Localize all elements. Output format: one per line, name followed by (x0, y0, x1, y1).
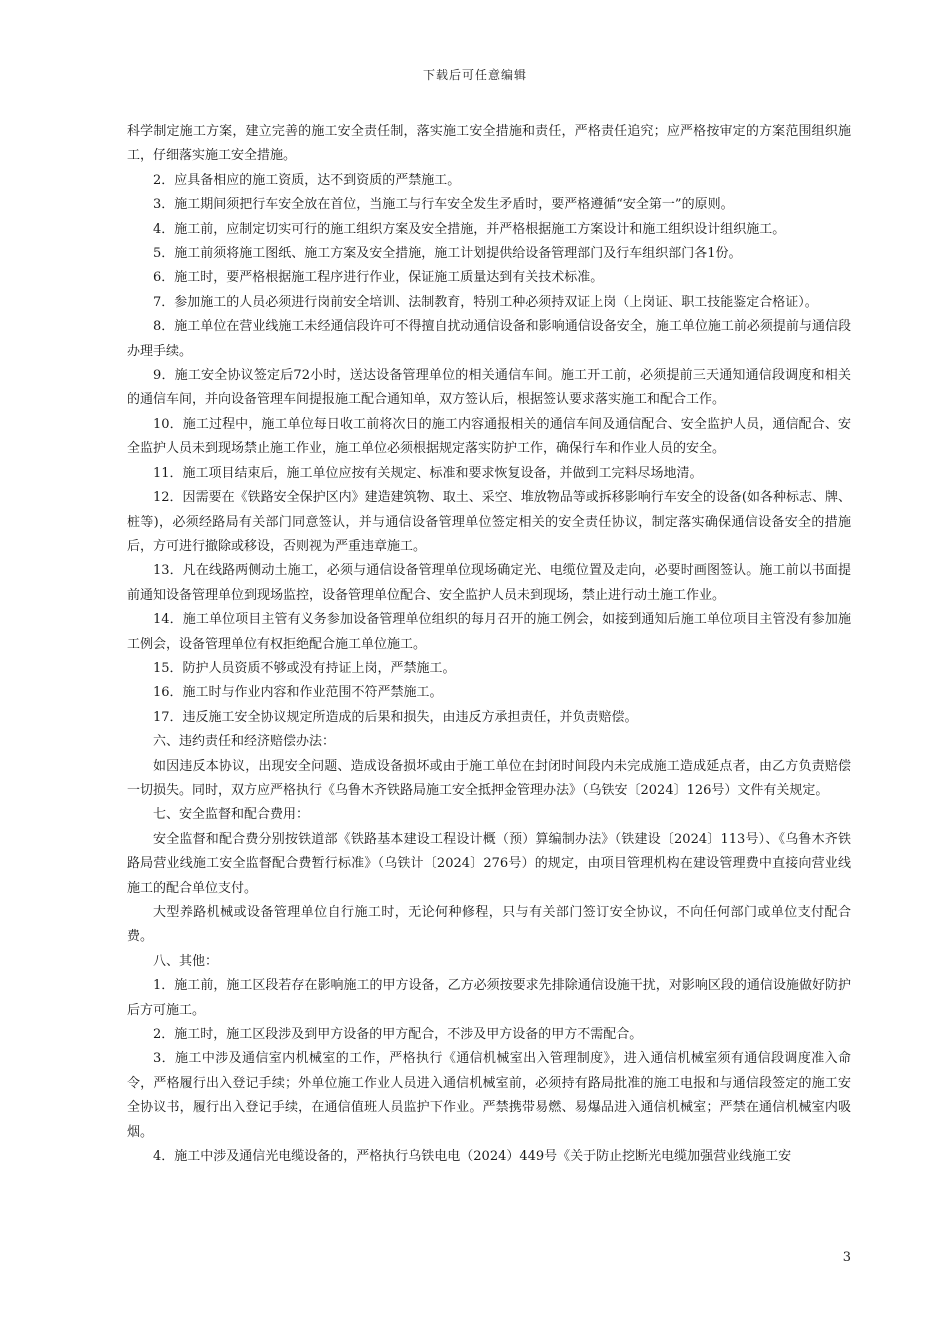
paragraph: 10．施工过程中，施工单位每日收工前将次日的施工内容通报相关的通信车间及通信配合、安全监护人员，通信配合、安全监护人员未到现场禁止施工作业，施工单位必须根据规定落实防护工作，确保行车和作业人员的安全。 (127, 416, 851, 457)
paragraph: 13．凡在线路两侧动土施工，必须与通信设备管理单位现场确定光、电缆位置及走向，必要时画图签认。施工前以书面提前通知设备管理单位到现场监控，设备管理单位配合、安全监护人员未到现场，禁止进行动土施工作业。 (127, 563, 851, 603)
page-header: 下载后可任意编辑 (422, 68, 527, 82)
paragraph: 4．施工中涉及通信光电缆设备的，严格执行乌铁电电（2024）449号《关于防止挖断光电缆加强营业线施工安 (153, 1149, 792, 1165)
paragraph: 安全监督和配合费分别按铁道部《铁路基本建设工程设计概（预）算编制办法》（铁建设〔2024〕113号）、《乌鲁木齐铁路局营业线施工安全监督配合费暂行标准》（乌铁计〔2024〕276号）的规定，由项目管理机构在建设管理费中直接向营业线施工的配合单位支付。 (127, 831, 851, 896)
paragraph: 9．施工安全协议签定后72小时，送达设备管理单位的相关通信车间。施工开工前，必须提前三天通知通信段调度和相关的通信车间，并向设备管理车间提报施工配合通知单，双方签认后，根据签认要求落实施工和配合工作。 (127, 368, 851, 408)
page-number: 3 (842, 1250, 851, 1265)
paragraph: 4．施工前，应制定切实可行的施工组织方案及安全措施，并严格根据施工方案设计和施工组织设计组织施工。 (153, 221, 786, 237)
paragraph: 六、违约责任和经济赔偿办法： (153, 734, 336, 750)
paragraph: 大型养路机械或设备管理单位自行施工时，无论何种修程，只与有关部门签订安全协议，不向任何部门或单位支付配合费。 (127, 905, 851, 945)
paragraph: 14．施工单位项目主管有义务参加设备管理单位组织的每月召开的施工例会，如接到通知后施工单位项目主管没有参加施工例会，设备管理单位有权拒绝配合施工单位施工。 (127, 612, 851, 652)
paragraph: 17．违反施工安全协议规定所造成的后果和损失，由违反方承担责任，并负责赔偿。 (153, 709, 638, 725)
paragraph: 5．施工前须将施工图纸、施工方案及安全措施，施工计划提供给设备管理部门及行车组织部门各1份。 (153, 246, 742, 262)
paragraph: 8．施工单位在营业线施工未经通信段许可不得擅自扰动通信设备和影响通信设备安全，施工单位施工前必须提前与通信段办理手续。 (127, 319, 851, 359)
paragraph: 七、安全监督和配合费用： (153, 807, 310, 823)
paragraph: 2．施工时，施工区段涉及到甲方设备的甲方配合，不涉及甲方设备的甲方不需配合。 (153, 1027, 643, 1043)
paragraph: 12．因需要在《铁路安全保护区内》建造建筑物、取土、采空、堆放物品等或拆移影响行车安全的设备(如各种标志、牌、桩等)，必须经路局有关部门同意签认，并与通信设备管理单位签定相关的安全责任协议，制定落实确保通信设备安全的措施后，方可进行撤除或移设，否则视为严重违章施工。 (127, 490, 851, 554)
paragraph: 1．施工前，施工区段若存在影响施工的甲方设备，乙方必须按要求先排除通信设施干扰，对影响区段的通信设施做好防护后方可施工。 (127, 978, 851, 1018)
document-body (127, 120, 851, 1169)
paragraph: 如因违反本协议，出现安全问题、造成设备损坏或由于施工单位在封闭时间段内未完成施工造成延点者，由乙方负责赔偿一切损失。同时，双方应严格执行《乌鲁木齐铁路局施工安全抵押金管理办法》（乌铁安〔2024〕126号）文件有关规定。 (127, 758, 851, 798)
paragraph: 11．施工项目结束后，施工单位应按有关规定、标准和要求恢复设备，并做到工完料尽场地清。 (153, 465, 703, 481)
paragraph: 3．施工中涉及通信室内机械室的工作，严格执行《通信机械室出入管理制度》，进入通信机械室须有通信段调度准入命令，严格履行出入登记手续；外单位施工作业人员进入通信机械室前，必须持有路局批准的施工电报和与通信段签定的施工安全协议书，履行出入登记手续，在通信值班人员监护下作业。严禁携带易燃、易爆品进入通信机械室；严禁在通信机械室内吸烟。 (127, 1051, 851, 1140)
paragraph: 16．施工时与作业内容和作业范围不符严禁施工。 (153, 685, 443, 701)
paragraph: 2．应具备相应的施工资质，达不到资质的严禁施工。 (153, 172, 461, 188)
paragraph: 7．参加施工的人员必须进行岗前安全培训、法制教育，特别工种必须持双证上岗（上岗证、职工技能鉴定合格证）。 (153, 294, 818, 310)
paragraph: 八、其他： (153, 953, 219, 969)
paragraph: 15．防护人员资质不够或没有持证上岗，严禁施工。 (153, 660, 456, 676)
paragraph: 3．施工期间须把行车安全放在首位，当施工与行车安全发生矛盾时，要严格遵循“安全第一”的原则。 (153, 197, 734, 213)
paragraph: 6．施工时，要严格根据施工程序进行作业，保证施工质量达到有关技术标准。 (153, 270, 604, 286)
paragraph: 科学制定施工方案，建立完善的施工安全责任制，落实施工安全措施和责任，严格责任追究；应严格按审定的方案范围组织施工，仔细落实施工安全措施。 (127, 124, 851, 164)
